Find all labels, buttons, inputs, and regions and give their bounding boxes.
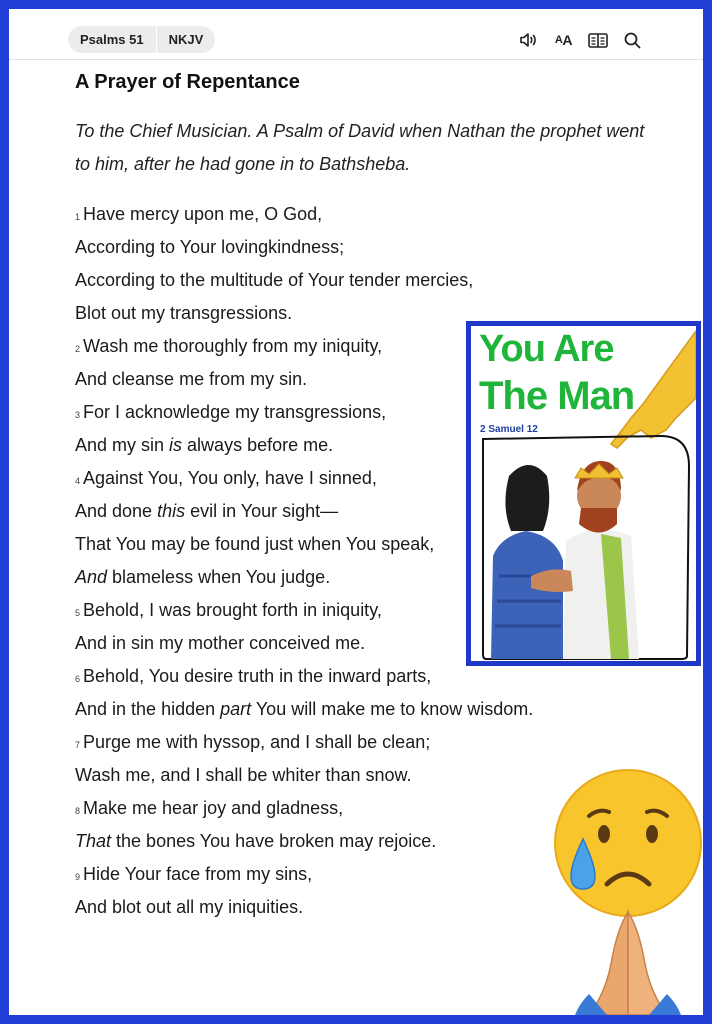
nathan-figure xyxy=(491,465,563,659)
verse-line[interactable]: According to the multitude of Your tender mercies, xyxy=(75,270,474,290)
verse-line[interactable]: $^1$ Have mercy upon me, O God, xyxy=(75,204,323,224)
poster-canvas xyxy=(471,326,696,661)
poster-title-line1: You Are xyxy=(479,328,614,370)
verse-number: 3 xyxy=(75,410,81,420)
poster-illustration xyxy=(471,326,696,661)
pointing-hand-icon xyxy=(611,331,696,448)
verse-number: 2 xyxy=(75,344,81,354)
top-toolbar xyxy=(9,9,703,60)
verse-line[interactable]: And blot out all my iniquities. xyxy=(75,897,304,917)
text-size-small-a: A xyxy=(554,34,563,46)
reference-selector xyxy=(68,26,215,53)
praying-hands-icon xyxy=(575,912,681,1015)
speaker-icon[interactable] xyxy=(519,31,539,49)
verse-line[interactable]: $^9$ Hide Your face from my sins, xyxy=(75,864,313,884)
verse-line[interactable]: According to Your lovingkindness; xyxy=(75,237,345,257)
verse-line[interactable]: And in sin my mother conceived me. xyxy=(75,633,366,653)
verse-number: 6 xyxy=(75,674,81,684)
verse-line[interactable]: $^8$ Make me hear joy and gladness, xyxy=(75,798,344,818)
verse-line[interactable]: Wash me, and I shall be whiter than snow. xyxy=(75,765,412,785)
verse-line[interactable]: $^4$ Against You, You only, have I sinned, xyxy=(75,468,377,488)
sad-face-emoji-icon xyxy=(549,764,703,1015)
verse-line[interactable]: $^7$ Purge me with hyssop, and I shall be clean; xyxy=(75,732,431,752)
verse-line[interactable]: That the bones You have broken may rejoice. xyxy=(75,831,437,851)
verse-number: 8 xyxy=(75,806,81,816)
text-size-large-a: A xyxy=(562,32,572,48)
verse-number: 7 xyxy=(75,740,81,750)
poster-title-line2: The Man xyxy=(479,374,635,418)
verse-line[interactable]: And my sin is always before me. xyxy=(75,435,334,455)
search-icon[interactable] xyxy=(624,31,641,49)
verse-line[interactable]: And in the hidden part You will make me to know wisdom. xyxy=(75,699,534,719)
verse-line[interactable]: And done this evil in Your sight— xyxy=(75,501,339,521)
book-chapter-button[interactable]: Psalms 51 xyxy=(80,32,144,47)
verse-line[interactable]: $^6$ Behold, You desire truth in the inward parts, xyxy=(75,666,432,686)
poster-reference: 2 Samuel 12 xyxy=(480,424,538,435)
you-are-the-man-poster xyxy=(466,321,701,666)
verse-number: 4 xyxy=(75,476,81,486)
verse-line[interactable]: $^5$ Behold, I was brought forth in iniquity, xyxy=(75,600,382,620)
section-heading: A Prayer of Repentance xyxy=(75,71,300,93)
verse-line[interactable]: And cleanse me from my sin. xyxy=(75,369,308,389)
verse-line[interactable]: $^2$ Wash me thoroughly from my iniquity, xyxy=(75,336,383,356)
verse-number: 1 xyxy=(75,212,81,222)
verse-line[interactable]: And blameless when You judge. xyxy=(75,567,331,587)
verse-number: 5 xyxy=(75,608,81,618)
toolbar-actions xyxy=(519,31,641,49)
verse-line[interactable]: That You may be found just when You speak, xyxy=(75,534,435,554)
text-size-icon[interactable] xyxy=(555,31,572,49)
verse-line[interactable]: Blot out my transgressions. xyxy=(75,303,293,323)
page-frame xyxy=(9,9,703,1015)
parallel-view-icon[interactable] xyxy=(588,31,608,49)
verse-line[interactable]: $^3$ For I acknowledge my transgressions, xyxy=(75,402,387,422)
psalm-superscription: To the Chief Musician. A Psalm of David when Nathan the prophet went to him, after he had gone in to Bathsheba. xyxy=(75,121,645,174)
version-button[interactable]: NKJV xyxy=(168,32,204,47)
verse-number: 9 xyxy=(75,872,81,882)
